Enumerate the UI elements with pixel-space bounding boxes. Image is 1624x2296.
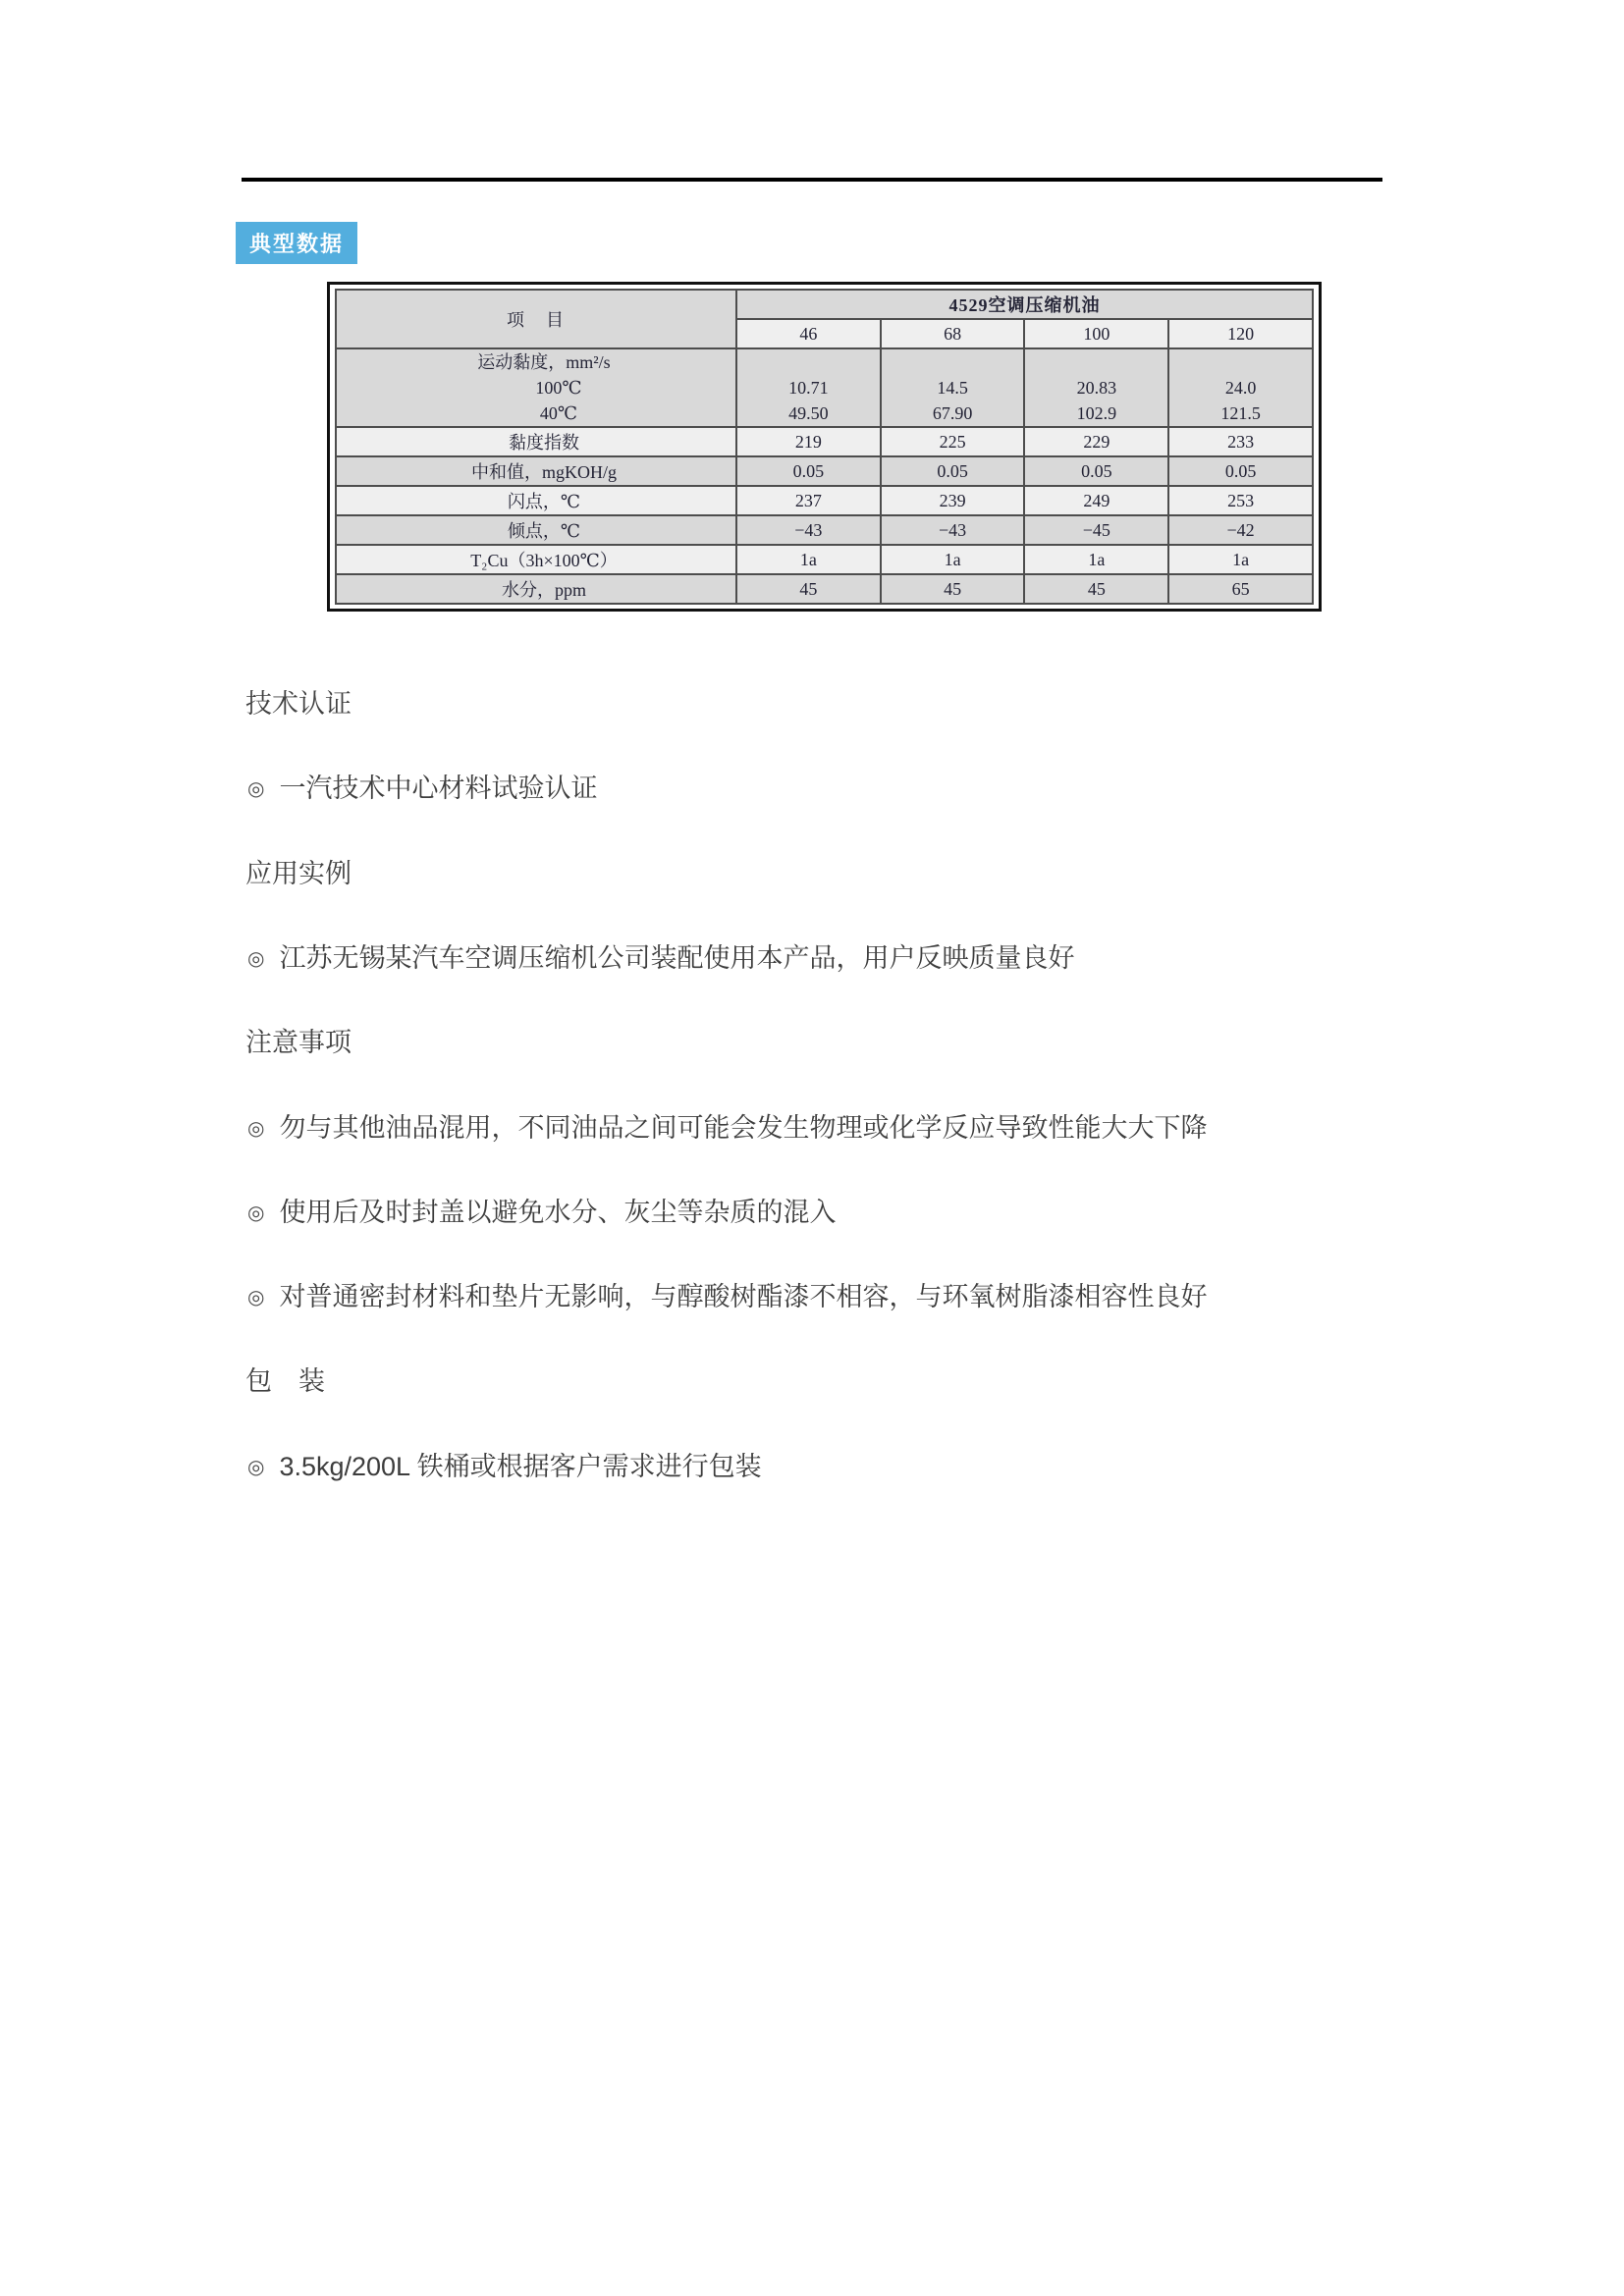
section-heading-application: 应用实例: [245, 859, 352, 888]
viscosity-values-68: 14.5 67.90: [881, 348, 1025, 427]
table-row-flash-point: 闪点，℃ 237 239 249 253: [336, 486, 1313, 515]
col-header-item: 项 目: [336, 290, 736, 348]
spec-table-frame: [327, 282, 1322, 612]
table-row-viscosity: [336, 348, 1313, 427]
bullet-item: [247, 1196, 836, 1229]
bullet-text: 勿与其他油品混用，不同油品之间可能会发生物理或化学反应导致性能大大下降: [279, 1113, 1208, 1143]
table-row-viscosity-index: 黏度指数 219 225 229 233: [336, 427, 1313, 456]
bullet-item: [247, 772, 597, 805]
table-header-row: [336, 290, 1313, 319]
bullet-icon: ◎: [247, 1202, 265, 1224]
bullet-icon: ◎: [247, 778, 265, 800]
bullet-item: [247, 1450, 762, 1483]
bullet-text: 江苏无锡某汽车空调压缩机公司装配使用本产品，用户反映质量良好: [279, 943, 1075, 973]
bullet-text: 使用后及时封盖以避免水分、灰尘等杂质的混入: [279, 1198, 837, 1227]
section-heading-packaging: 包 装: [245, 1366, 325, 1396]
bullet-item: [247, 941, 1074, 975]
bullet-text: 一汽技术中心材料试验认证: [279, 774, 598, 803]
grade-100: 100: [1024, 319, 1168, 348]
bullet-icon: ◎: [247, 1457, 265, 1478]
badge-label: 典型数据: [248, 232, 344, 256]
section-heading-certification: 技术认证: [245, 689, 352, 719]
table-row-water-content: 水分，ppm 45 45 45 65: [336, 574, 1313, 604]
bullet-item: [247, 1280, 1207, 1313]
bullet-text: 对普通密封材料和垫片无影响，与醇酸树酯漆不相容，与环氧树脂漆相容性良好: [279, 1282, 1208, 1311]
bullet-item: [247, 1111, 1207, 1145]
viscosity-values-46: 10.71 49.50: [736, 348, 881, 427]
table-row-pour-point: 倾点，℃ −43 −43 −45 −42: [336, 515, 1313, 545]
section-badge-typical-data: [236, 222, 357, 264]
viscosity-label: 运动黏度，mm²/s: [477, 352, 611, 372]
table-row-neutralization: 中和值，mgKOH/g 0.05 0.05 0.05 0.05: [336, 456, 1313, 486]
bullet-icon: ◎: [247, 948, 265, 970]
spec-table: [335, 289, 1314, 605]
section-heading-precautions: 注意事项: [245, 1028, 352, 1057]
viscosity-values-120: 24.0 121.5: [1168, 348, 1313, 427]
viscosity-label-cell: [336, 348, 736, 427]
bullet-icon: ◎: [247, 1118, 265, 1140]
viscosity-values-100: 20.83 102.9: [1024, 348, 1168, 427]
bullet-text: 3.5kg/200L 铁桶或根据客户需求进行包装: [279, 1452, 762, 1481]
table-row-copper-corrosion: T₂Cu（3h×100℃） 1a 1a 1a 1a: [336, 545, 1313, 574]
bullet-icon: ◎: [247, 1287, 265, 1308]
grade-120: 120: [1168, 319, 1313, 348]
col-header-product: 4529空调压缩机油: [736, 290, 1313, 319]
top-divider: [242, 178, 1382, 182]
viscosity-temp-40: 40℃: [539, 403, 578, 423]
grade-68: 68: [881, 319, 1025, 348]
grade-46: 46: [736, 319, 881, 348]
viscosity-temp-100: 100℃: [535, 378, 582, 398]
